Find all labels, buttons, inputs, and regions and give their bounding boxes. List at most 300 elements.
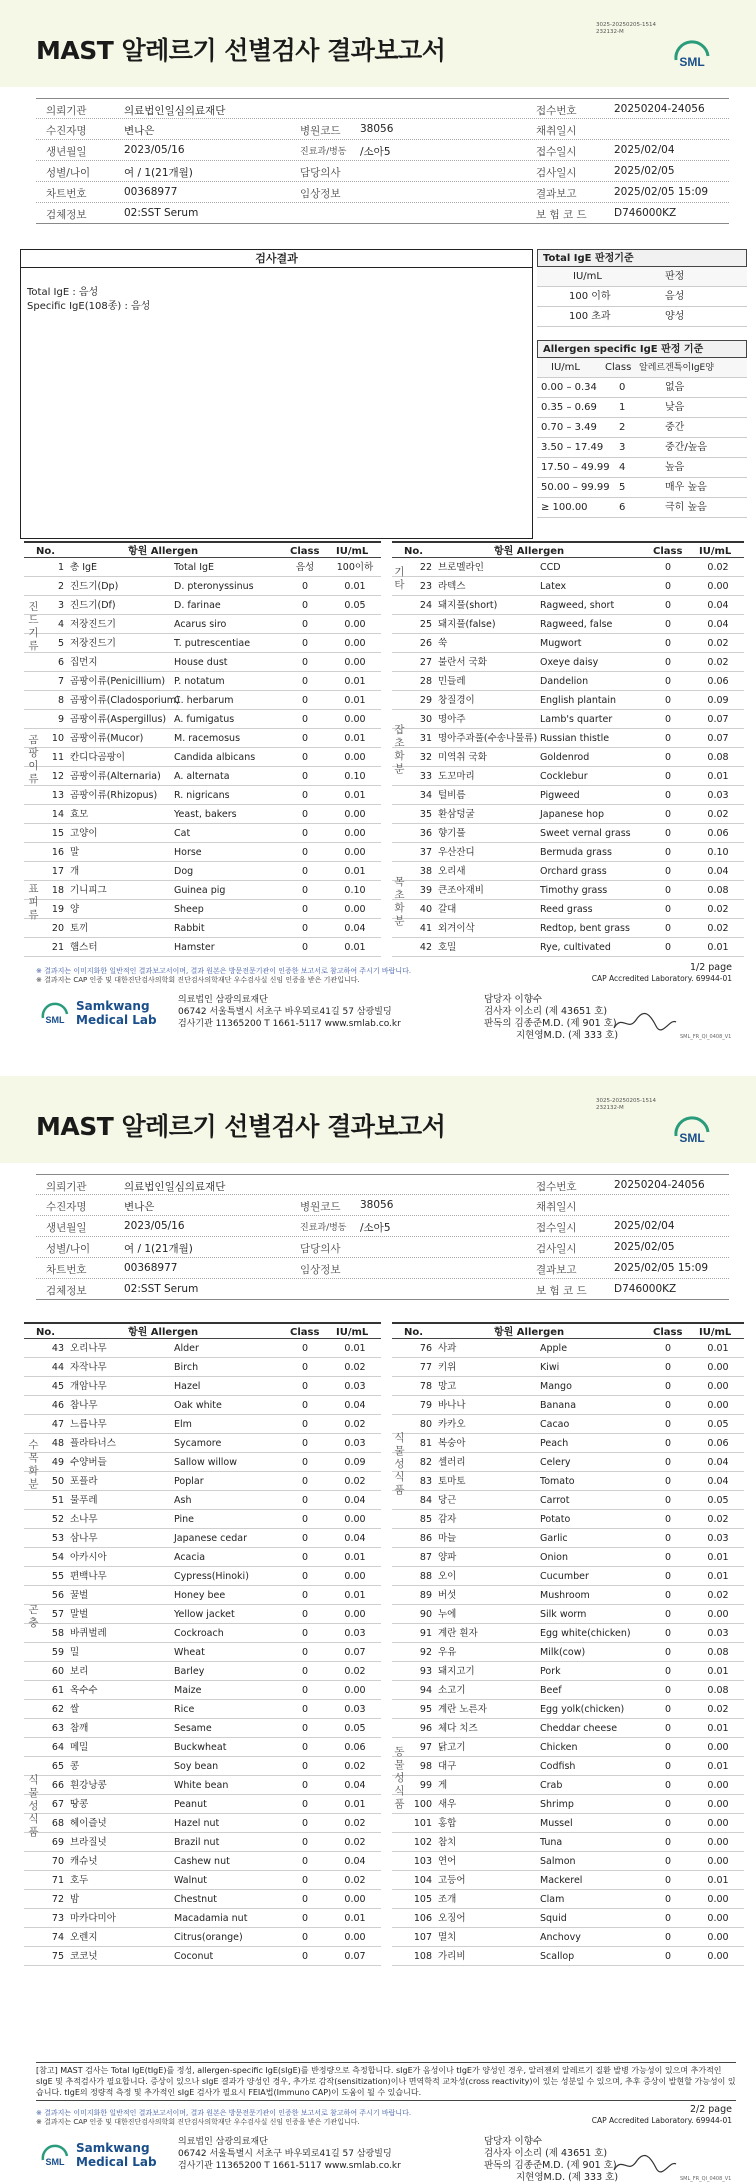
table-row: [392, 1529, 744, 1548]
row-no: 88: [419, 1571, 432, 1582]
row-iu: 0.08: [707, 885, 729, 896]
row-no: 3: [57, 600, 64, 611]
allergen-group-label: 곤충: [28, 1603, 39, 1629]
row-no: 73: [51, 1913, 64, 1924]
report-value: 2025/02/05 15:09: [614, 186, 709, 198]
specimen-label: 검체정보: [46, 1285, 87, 1297]
row-iu: 0.03: [707, 1628, 729, 1639]
row-no: 87: [419, 1552, 432, 1563]
row-english: Rice: [174, 1704, 195, 1715]
row-korean: 카카오: [438, 1419, 466, 1430]
row-english: Guinea pig: [174, 885, 226, 896]
table-row: [24, 1605, 381, 1624]
row-iu: 0.01: [707, 1571, 729, 1582]
row-korean: 계란 노른자: [438, 1704, 487, 1715]
row-no: 100: [413, 1799, 432, 1810]
sample-label: 채취일시: [536, 125, 577, 137]
row-class: 0: [664, 1685, 672, 1696]
row-class: 0: [664, 714, 672, 725]
row-iu: 0.03: [344, 1381, 366, 1392]
result-specific: Specific IgE(108종) : 음성: [27, 301, 151, 312]
row-class: 0: [664, 1780, 672, 1791]
row-iu: 0.04: [344, 1495, 366, 1506]
result-total: Total IgE : 음성: [27, 287, 99, 298]
row-no: 41: [419, 923, 432, 934]
row-no: 81: [419, 1438, 432, 1449]
row-no: 93: [419, 1666, 432, 1677]
allergen-group-label: 진드기류: [28, 600, 39, 652]
row-class: 0: [301, 771, 309, 782]
hosp-code-label: 병원코드: [300, 1201, 341, 1213]
row-english: Dandelion: [540, 676, 589, 687]
row-no: 64: [51, 1742, 64, 1753]
table-row: [24, 1624, 381, 1643]
row-class: 0: [301, 1837, 309, 1848]
table-row: [392, 938, 744, 957]
row-english: Peanut: [174, 1799, 207, 1810]
row-iu: 0.09: [344, 1457, 366, 1468]
row-korean: 마늘: [438, 1533, 457, 1544]
row-no: 67: [51, 1799, 64, 1810]
table-row: [24, 1852, 381, 1871]
logo-text: SML: [679, 55, 705, 69]
table-row: [392, 1472, 744, 1491]
row-iu: 0.00: [344, 1685, 366, 1696]
table-row: [24, 1548, 381, 1567]
row-korean: 소나무: [70, 1514, 98, 1525]
allergen-group-label: 식물성식품: [28, 1774, 39, 1838]
row-no: 38: [419, 866, 432, 877]
table-row: [392, 1358, 744, 1377]
row-no: 55: [51, 1571, 64, 1582]
allergen-group-label: 잡초화분: [394, 724, 405, 775]
row-english: Buckwheat: [174, 1742, 227, 1753]
row-class: 0: [301, 1590, 309, 1601]
recv-date-value: 2025/02/04: [614, 144, 675, 156]
row-iu: 0.00: [707, 1894, 729, 1905]
row-class: 0: [664, 1799, 672, 1810]
row-no: 13: [51, 790, 64, 801]
row-class: 0: [301, 866, 309, 877]
row-class: 0: [301, 1533, 309, 1544]
row-class: 0: [301, 1381, 309, 1392]
row-no: 83: [419, 1476, 432, 1487]
table-header: [392, 1322, 744, 1339]
row-korean: 명아주과풀(수송나물류): [438, 733, 538, 744]
row-no: 19: [51, 904, 64, 915]
table-row: [24, 748, 381, 767]
footer-notice2: ※ 결과지는 CAP 인증 및 대한진단검사의학회 진단검사의학재단 우수검사실 신임 인증을 받은 기관입니다.: [36, 976, 360, 984]
samkwang-logo-icon: [40, 2140, 70, 2170]
row-korean: 호두: [70, 1875, 89, 1886]
row-korean: 양파: [438, 1552, 457, 1563]
row-iu: 0.08: [707, 1647, 729, 1658]
footer-notice2: ※ 결과지는 CAP 인증 및 대한진단검사의학회 진단검사의학재단 우수검사실 신임 인증을 받은 기관입니다.: [36, 2118, 360, 2126]
row-no: 91: [419, 1628, 432, 1639]
row-class: 0: [664, 1742, 672, 1753]
row-class: 0: [664, 1932, 672, 1943]
row-english: Cacao: [540, 1419, 570, 1430]
row-iu: 0.00: [344, 1609, 366, 1620]
row-english: Oak white: [174, 1400, 222, 1411]
row-korean: 콩: [70, 1761, 80, 1772]
dept-value: /소아5: [360, 146, 391, 158]
row-iu: 0.07: [707, 714, 729, 725]
row-korean: 흰강낭콩: [70, 1780, 107, 1791]
row-no: 61: [51, 1685, 64, 1696]
row-english: Latex: [540, 581, 567, 592]
row-no: 16: [51, 847, 64, 858]
row-class: 0: [664, 828, 672, 839]
row-no: 9: [57, 714, 64, 725]
row-iu: 0.00: [707, 1856, 729, 1867]
specimen-label: 검체정보: [46, 209, 87, 221]
row-korean: 오리나무: [70, 1343, 107, 1354]
table-row: [24, 1719, 381, 1738]
row-english: Macadamia nut: [174, 1913, 248, 1924]
row-english: Soy bean: [174, 1761, 219, 1772]
row-class: 0: [301, 1628, 309, 1639]
row-no: 95: [419, 1704, 432, 1715]
row-english: Shrimp: [540, 1799, 574, 1810]
row-no: 68: [51, 1818, 64, 1829]
row-class: 0: [664, 1400, 672, 1411]
row-class: 0: [301, 1742, 309, 1753]
clinical-label: 임상정보: [300, 1264, 341, 1276]
row-english: Cocklebur: [540, 771, 588, 782]
row-english: Tuna: [540, 1837, 563, 1848]
table-row: [392, 615, 744, 634]
row-iu: 0.01: [707, 1343, 729, 1354]
row-no: 107: [413, 1932, 432, 1943]
row-korean: 게: [438, 1780, 448, 1791]
storage-value: D746000KZ: [614, 1283, 677, 1295]
table-row: [392, 1681, 744, 1700]
table-row: [392, 1719, 744, 1738]
row-class: 0: [664, 657, 672, 668]
row-korean: 망고: [438, 1381, 457, 1392]
row-iu: 0.08: [707, 752, 729, 763]
row-no: 11: [51, 752, 64, 763]
row-korean: 외겨이삭: [438, 923, 475, 934]
row-iu: 0.02: [707, 809, 729, 820]
row-class: 0: [301, 1951, 309, 1962]
table-row: [24, 824, 381, 843]
row-iu: 0.02: [344, 1476, 366, 1487]
table-row: 50.00 – 99.99 5 매우 높음: [537, 478, 747, 498]
dept-value: /소아5: [360, 1222, 391, 1234]
col-no: No.: [36, 1327, 56, 1338]
row-english: Mango: [540, 1381, 572, 1392]
row-korean: 바나나: [438, 1400, 466, 1411]
row-english: Clam: [540, 1894, 565, 1905]
row-class: 0: [664, 619, 672, 630]
row-iu: 0.01: [344, 1552, 366, 1563]
row-iu: 0.04: [707, 866, 729, 877]
row-korean: 미역취 국화: [438, 752, 487, 763]
row-no: 106: [413, 1913, 432, 1924]
row-english: Birch: [174, 1362, 199, 1373]
row-class: 0: [664, 1571, 672, 1582]
table-row: [392, 824, 744, 843]
row-iu: 0.01: [344, 733, 366, 744]
org-label: 의뢰기관: [46, 105, 87, 117]
row-class: 0: [301, 1571, 309, 1582]
row-korean: 복숭아: [438, 1438, 466, 1449]
row-class: 0: [664, 1666, 672, 1677]
table-row: [24, 938, 381, 957]
row-class: 0: [664, 923, 672, 934]
lab-name: Samkwang Medical Lab: [76, 999, 157, 1027]
row-no: 71: [51, 1875, 64, 1886]
row-no: 15: [51, 828, 64, 839]
row-english: Cheddar cheese: [540, 1723, 618, 1734]
row-korean: 우산잔디: [438, 847, 475, 858]
table-row: 100 이하 음성: [537, 287, 747, 307]
row-iu: 0.04: [344, 923, 366, 934]
row-class: 0: [301, 828, 309, 839]
row-no: 43: [51, 1343, 64, 1354]
row-english: Bermuda grass: [540, 847, 612, 858]
col-iu: IU/mL: [336, 1327, 369, 1338]
specific-ige-criteria: [537, 340, 747, 518]
row-class: 0: [301, 1913, 309, 1924]
row-no: 33: [419, 771, 432, 782]
row-class: 0: [301, 676, 309, 687]
row-english: Garlic: [540, 1533, 568, 1544]
allergen-group-label: 표피류: [28, 882, 39, 921]
row-korean: 체다 치즈: [438, 1723, 478, 1734]
table-row: [392, 767, 744, 786]
table-row: [392, 672, 744, 691]
table-row: [24, 1586, 381, 1605]
row-english: Cockroach: [174, 1628, 224, 1639]
samkwang-logo-icon: [40, 998, 70, 1028]
row-iu: 0.00: [344, 619, 366, 630]
row-no: 53: [51, 1533, 64, 1544]
row-class: 0: [301, 1476, 309, 1487]
table-row: [392, 653, 744, 672]
row-iu: 0.00: [344, 1932, 366, 1943]
row-class: 0: [301, 1799, 309, 1810]
row-english: Sweet vernal grass: [540, 828, 631, 839]
table-row: [24, 1700, 381, 1719]
row-korean: 큰조아재비: [438, 885, 484, 896]
page-number: 2/2 page: [689, 2104, 732, 2115]
row-no: 39: [419, 885, 432, 896]
clinical-label: 임상정보: [300, 188, 341, 200]
row-korean: 당근: [438, 1495, 457, 1506]
row-class: 0: [664, 1343, 672, 1354]
sample-label: 채취일시: [536, 1201, 577, 1213]
birth-value: 2023/05/16: [124, 1220, 185, 1232]
row-korean: 땅콩: [70, 1799, 89, 1810]
row-iu: 0.00: [344, 752, 366, 763]
row-english: Salmon: [540, 1856, 576, 1867]
row-iu: 0.00: [344, 809, 366, 820]
row-class: 0: [664, 1875, 672, 1886]
table-row: [24, 729, 381, 748]
row-no: 17: [51, 866, 64, 877]
row-no: 56: [51, 1590, 64, 1601]
row-no: 103: [413, 1856, 432, 1867]
report-label: 결과보고: [536, 188, 577, 200]
row-english: Timothy grass: [540, 885, 608, 896]
row-english: Maize: [174, 1685, 202, 1696]
row-iu: 0.06: [344, 1742, 366, 1753]
row-no: 80: [419, 1419, 432, 1430]
row-iu: 0.01: [707, 771, 729, 782]
table-row: [392, 691, 744, 710]
table-row: [392, 1852, 744, 1871]
row-english: Carrot: [540, 1495, 570, 1506]
row-no: 4: [57, 619, 64, 630]
row-iu: 0.00: [707, 1799, 729, 1810]
table-row: [24, 1814, 381, 1833]
row-english: Goldenrod: [540, 752, 590, 763]
row-english: Scallop: [540, 1951, 575, 1962]
row-english: House dust: [174, 657, 228, 668]
row-english: Honey bee: [174, 1590, 226, 1601]
table-row: [24, 1567, 381, 1586]
row-class: 0: [664, 1704, 672, 1715]
row-class: 0: [301, 1704, 309, 1715]
row-iu: 0.00: [344, 904, 366, 915]
row-english: Horse: [174, 847, 202, 858]
row-korean: 곰팡이류(Rhizopus): [70, 790, 158, 801]
row-iu: 0.00: [344, 828, 366, 839]
row-class: 0: [664, 847, 672, 858]
row-korean: 참나무: [70, 1400, 98, 1411]
table-row: [392, 577, 744, 596]
total-ige-header: Total IgE 판정기준: [537, 249, 747, 267]
row-no: 26: [419, 638, 432, 649]
row-class: 0: [301, 695, 309, 706]
row-english: Acacia: [174, 1552, 206, 1563]
table-row: ≥ 100.00 6 극히 높음: [537, 498, 747, 518]
row-no: 97: [419, 1742, 432, 1753]
row-class: 0: [664, 904, 672, 915]
table-row: [24, 1415, 381, 1434]
row-iu: 0.05: [344, 600, 366, 611]
row-class: 0: [301, 1400, 309, 1411]
row-iu: 0.06: [707, 676, 729, 687]
row-korean: 호밀: [438, 942, 457, 953]
row-class: 0: [664, 809, 672, 820]
row-no: 104: [413, 1875, 432, 1886]
row-korean: 불란서 국화: [438, 657, 487, 668]
chart-value: 00368977: [124, 1262, 178, 1274]
row-english: Ragweed, short: [540, 600, 615, 611]
row-english: Silk worm: [540, 1609, 587, 1620]
table-row: [24, 1529, 381, 1548]
table-row: [392, 1909, 744, 1928]
row-english: Poplar: [174, 1476, 204, 1487]
row-class: 0: [301, 714, 309, 725]
recv-date-label: 접수일시: [536, 1222, 577, 1234]
patient-label: 수진자명: [46, 125, 87, 137]
row-class: 0: [301, 657, 309, 668]
row-english: Yellow jacket: [174, 1609, 235, 1620]
row-iu: 0.02: [707, 1704, 729, 1715]
row-english: Pigweed: [540, 790, 580, 801]
row-no: 24: [419, 600, 432, 611]
table-row: [392, 1377, 744, 1396]
table-row: [24, 881, 381, 900]
row-iu: 0.07: [707, 733, 729, 744]
row-class: 0: [664, 1590, 672, 1601]
row-iu: 0.01: [707, 1875, 729, 1886]
table-row: [392, 805, 744, 824]
hosp-code-value: 38056: [360, 123, 394, 135]
row-no: 82: [419, 1457, 432, 1468]
row-english: Chicken: [540, 1742, 578, 1753]
allergen-table: [24, 541, 381, 957]
table-row: [392, 1757, 744, 1776]
row-english: C. herbarum: [174, 695, 234, 706]
row-korean: 옥수수: [70, 1685, 98, 1696]
col-allergen: 항원 Allergen: [494, 1327, 565, 1338]
row-iu: 0.04: [344, 1780, 366, 1791]
row-iu: 0.02: [344, 1837, 366, 1848]
row-no: 7: [57, 676, 64, 687]
table-row: [392, 729, 744, 748]
table-row: [24, 900, 381, 919]
logo-text: SML: [45, 2157, 65, 2167]
row-english: Hazel: [174, 1381, 201, 1392]
row-class: 0: [301, 1647, 309, 1658]
row-iu: 0.02: [344, 1666, 366, 1677]
allergen-group-label: 기타: [394, 566, 405, 591]
row-korean: 연어: [438, 1856, 457, 1867]
row-iu: 0.01: [707, 1552, 729, 1563]
table-row: [392, 1453, 744, 1472]
row-iu: 0.03: [344, 1704, 366, 1715]
row-korean: 토끼: [70, 923, 89, 934]
allergen-group-label: 곰팡이류: [28, 733, 39, 785]
table-row: [392, 1871, 744, 1890]
row-no: 101: [413, 1818, 432, 1829]
row-korean: 말벌: [70, 1609, 89, 1620]
row-english: Reed grass: [540, 904, 593, 915]
row-class: 0: [664, 1609, 672, 1620]
row-class: 0: [664, 1552, 672, 1563]
report-page-1: [0, 0, 756, 1062]
lab-address: 의료법인 삼광의료재단 06742 서울특별시 서초구 바우뫼로41길 57 삼광빌딩 검사기관 11365200 T 1661-5117 www.smlab.co.kr: [178, 2137, 401, 2171]
row-korean: 효모: [70, 809, 89, 820]
table-row: [24, 653, 381, 672]
table-row: [392, 1928, 744, 1947]
row-class: 0: [664, 752, 672, 763]
row-iu: 0.02: [707, 638, 729, 649]
table-row: [392, 1700, 744, 1719]
table-row: [392, 710, 744, 729]
row-korean: 편백나무: [70, 1571, 107, 1582]
report-value: 2025/02/05 15:09: [614, 1262, 709, 1274]
row-no: 28: [419, 676, 432, 687]
row-korean: 개: [70, 866, 80, 877]
row-english: Celery: [540, 1457, 571, 1468]
row-class: 0: [301, 1894, 309, 1905]
table-row: [392, 1434, 744, 1453]
document-id: 3025-20250205-1514 232132-M: [596, 22, 656, 35]
row-no: 12: [51, 771, 64, 782]
row-no: 86: [419, 1533, 432, 1544]
row-iu: 0.01: [344, 790, 366, 801]
row-korean: 민들레: [438, 676, 466, 687]
form-code: SML_FR_QI_0408_V1: [680, 1034, 732, 1040]
row-english: Egg white(chicken): [540, 1628, 631, 1639]
